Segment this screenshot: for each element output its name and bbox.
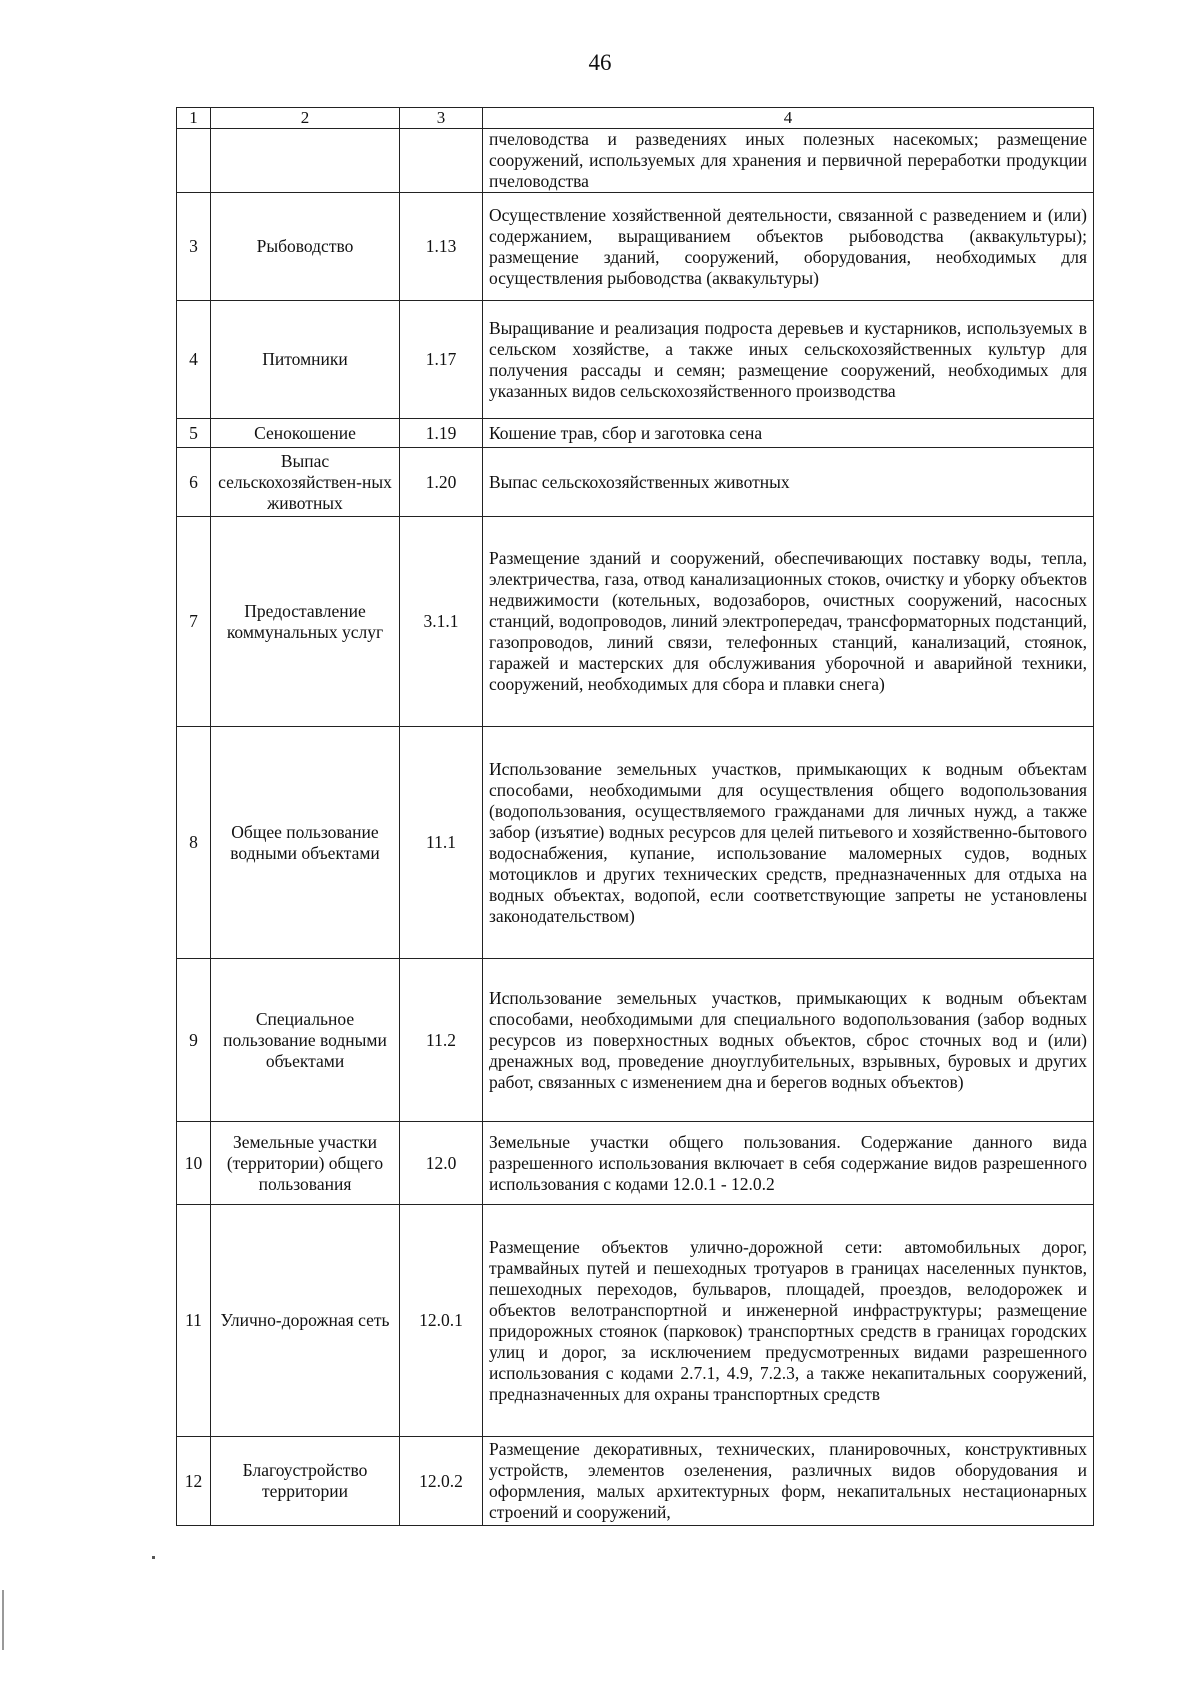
land-use-table [176,107,1094,1526]
use-description: пчеловодства и разведениях иных полезных насекомых; размещение сооружений, используемых для хранения и первичной переработки продукции пчеловодства [483,129,1094,193]
use-description: Выпас сельскохозяйственных животных [483,448,1094,517]
header-col-2: 2 [211,108,400,129]
row-number: 10 [177,1122,211,1205]
row-number: 8 [177,727,211,959]
header-col-3: 3 [400,108,483,129]
table-row [177,1437,1094,1526]
use-name: Общее пользование водными объектами [211,727,400,959]
use-code: 1.17 [400,301,483,419]
page-number: 46 [588,50,612,75]
row-number: 12 [177,1437,211,1526]
use-description: Использование земельных участков, примыкающих к водным объектам способами, необходимыми для осуществления общего водопользования (водопользования, осуществляемого гражданами для личных нужд, а также забор (изъятие) водных ресурсов для целей питьевого и хозяйственно-бытового водоснабжения, купание, использование маломерных судов, водных мотоциклов и других технических средств, предназначенных для отдыха на водных объектах, водопой, если соответствующие запреты не установлены законодательством) [483,727,1094,959]
table-row [177,193,1094,301]
use-description: Осуществление хозяйственной деятельности, связанной с разведением и (или) содержанием, выращиванием объектов рыбоводства (аквакультуры); размещение зданий, сооружений, оборудования, необходимых для осуществления рыбоводства (аквакультуры) [483,193,1094,301]
use-code: 12.0 [400,1122,483,1205]
use-code: 12.0.2 [400,1437,483,1526]
use-name [211,129,400,193]
header-col-4: 4 [483,108,1094,129]
use-code: 3.1.1 [400,517,483,727]
use-code: 1.19 [400,419,483,448]
table-header-row [177,108,1094,129]
use-name: Выпас сельскохозяйствен-ных животных [211,448,400,517]
use-name: Улично-дорожная сеть [211,1205,400,1437]
use-code [400,129,483,193]
row-number: 5 [177,419,211,448]
table-row [177,129,1094,193]
use-description: Кошение трав, сбор и заготовка сена [483,419,1094,448]
use-description: Земельные участки общего пользования. Содержание данного вида разрешенного использования включает в себя содержание видов разрешенного использования с кодами 12.0.1 - 12.0.2 [483,1122,1094,1205]
table-row [177,1205,1094,1437]
use-code: 1.13 [400,193,483,301]
table-row [177,727,1094,959]
row-number: 9 [177,959,211,1122]
row-number: 6 [177,448,211,517]
scan-mark [152,1556,155,1559]
use-description: Выращивание и реализация подроста деревьев и кустарников, используемых в сельском хозяйстве, а также иных сельскохозяйственных культур для получения рассады и семян; размещение сооружений, необходимых для указанных видов сельскохозяйственного производства [483,301,1094,419]
use-description: Размещение объектов улично-дорожной сети: автомобильных дорог, трамвайных путей и пешеходных тротуаров в границах населенных пунктов, пешеходных переходов, бульваров, площадей, проездов, велодорожек и объектов велотранспортной и инженерной инфраструктуры; размещение придорожных стоянок (парковок) транспортных средств в границах городских улиц и дорог, за исключением предусмотренных видами разрешенного использования с кодами 2.7.1, 4.9, 7.2.3, а также некапитальных сооружений, предназначенных для охраны транспортных средств [483,1205,1094,1437]
row-number: 7 [177,517,211,727]
use-name: Специальное пользование водными объектами [211,959,400,1122]
use-name: Земельные участки (территории) общего пользования [211,1122,400,1205]
row-number [177,129,211,193]
use-description: Размещение декоративных, технических, планировочных, конструктивных устройств, элементов озеленения, различных видов оборудования и оформления, малых архитектурных форм, некапитальных нестационарных строений и сооружений, [483,1437,1094,1526]
use-code: 11.2 [400,959,483,1122]
table-row [177,1122,1094,1205]
use-name: Рыбоводство [211,193,400,301]
table-row [177,448,1094,517]
use-code: 12.0.1 [400,1205,483,1437]
use-code: 11.1 [400,727,483,959]
row-number: 4 [177,301,211,419]
use-name: Сенокошение [211,419,400,448]
row-number: 11 [177,1205,211,1437]
use-description: Использование земельных участков, примыкающих к водным объектам способами, необходимыми для специального водопользования (забор водных ресурсов из поверхностных водных объектов, сброс сточных вод и (или) дренажных вод, проведение дноуглубительных, взрывных, буровых и других работ, связанных с изменением дна и берегов водных объектов) [483,959,1094,1122]
scan-mark [2,1590,4,1650]
use-description: Размещение зданий и сооружений, обеспечивающих поставку воды, тепла, электричества, газа, отвод канализационных стоков, очистку и уборку объектов недвижимости (котельных, водозаборов, очистных сооружений, насосных станций, водопроводов, линий электропередач, трансформаторных подстанций, газопроводов, линий связи, телефонных станций, канализаций, стоянок, гаражей и мастерских для обслуживания уборочной и аварийной техники, сооружений, необходимых для сбора и плавки снега) [483,517,1094,727]
table-row [177,959,1094,1122]
row-number: 3 [177,193,211,301]
use-name: Благоустройство территории [211,1437,400,1526]
header-col-1: 1 [177,108,211,129]
table-row [177,301,1094,419]
use-name: Предоставление коммунальных услуг [211,517,400,727]
use-name: Питомники [211,301,400,419]
table-row [177,419,1094,448]
table-row [177,517,1094,727]
use-code: 1.20 [400,448,483,517]
